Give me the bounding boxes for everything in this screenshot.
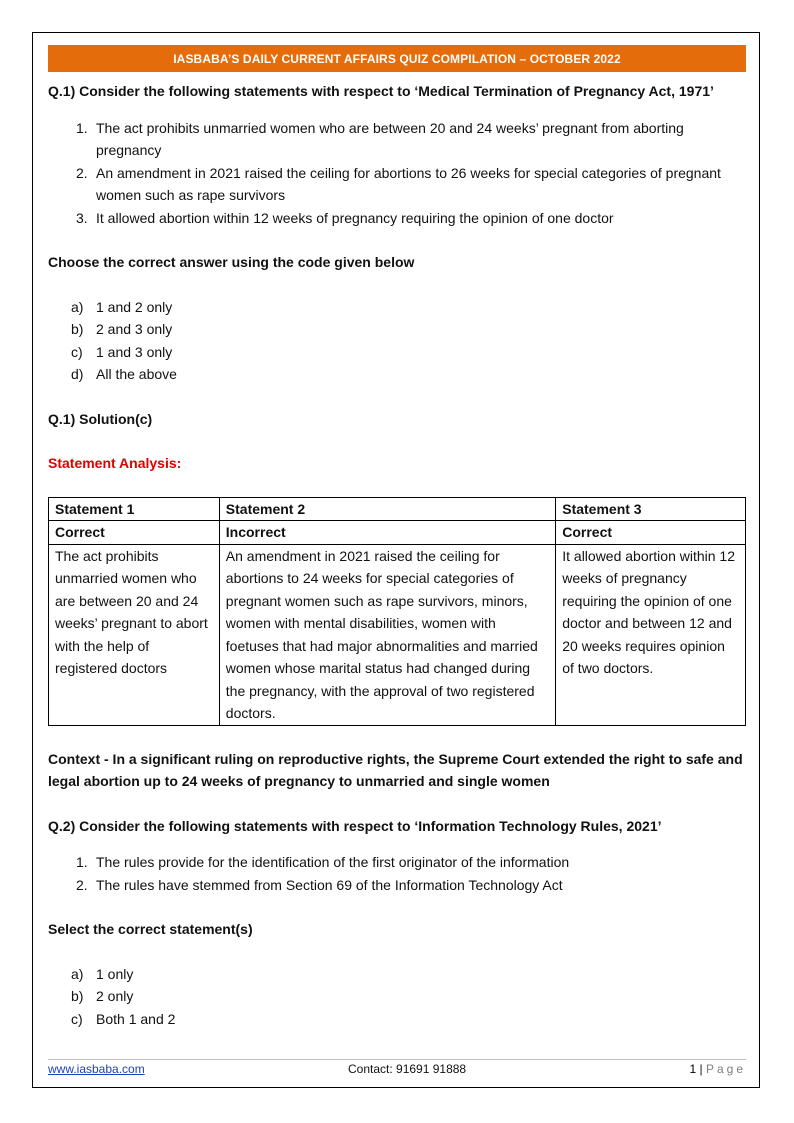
option-item [48, 318, 746, 341]
option-item [48, 296, 746, 319]
website-link[interactable]: www.iasbaba.com [48, 1062, 145, 1076]
table-verdict-row [49, 521, 746, 545]
page-content [48, 80, 746, 1030]
statement-analysis-heading: Statement Analysis: [48, 455, 182, 471]
statement-item [48, 207, 746, 230]
verdict-cell: Correct [49, 521, 220, 545]
table-header-cell: Statement 2 [219, 497, 555, 521]
page-number: 1 [689, 1062, 697, 1076]
option-letter: c) [71, 343, 83, 360]
question-1-context: Context - In a significant ruling on reproductive rights, the Supreme Court extended the right to safe and legal abortion up to 24 weeks of pregnancy to unmarried and single women [48, 750, 743, 789]
statement-number: 1. [76, 854, 88, 870]
option-item [48, 963, 746, 986]
table-explanation-row [49, 544, 746, 725]
statement-item [48, 117, 746, 162]
option-letter: a) [71, 965, 84, 982]
statement-text: It allowed abortion within 12 weeks of pregnancy requiring the opinion of one doctor [96, 209, 614, 226]
contact-info: Contact: 91691 91888 [348, 1062, 467, 1076]
table-header-row [49, 497, 746, 521]
page-separator: | [699, 1062, 703, 1076]
explanation-cell: The act prohibits unmarried women who are between 20 and 24 weeks’ pregnant to abort with the help of registered doctors [49, 544, 220, 725]
option-letter: d) [71, 366, 84, 382]
option-text: 2 only [96, 988, 134, 1004]
statement-text: The rules have stemmed from Section 69 of the Information Technology Act [96, 876, 563, 893]
option-letter: a) [71, 298, 84, 315]
question-2-title: Q.2) Consider the following statements with respect to ‘Information Technology Rules, 2021’ [48, 817, 662, 834]
option-letter: c) [71, 1010, 83, 1027]
option-letter: b) [71, 988, 84, 1004]
option-text: All the above [96, 366, 177, 382]
option-item [48, 363, 746, 386]
page-footer [48, 1062, 746, 1076]
footer-divider [48, 1059, 746, 1060]
statement-text: An amendment in 2021 raised the ceiling for abortions to 26 weeks for special categories of pregnant women such as rape survivors [96, 164, 721, 203]
statement-item [48, 851, 746, 874]
statement-analysis-table [48, 497, 746, 726]
option-letter: b) [71, 321, 84, 337]
option-text: 1 and 2 only [96, 298, 173, 315]
verdict-cell: Correct [556, 521, 746, 545]
explanation-cell: It allowed abortion within 12 weeks of pregnancy requiring the opinion of one doctor and between 12 and 20 weeks requires opinion of two doctors. [556, 544, 746, 725]
question-1-prompt: Choose the correct answer using the code given below [48, 254, 415, 270]
page-indicator [689, 1062, 746, 1076]
question-1-solution: Q.1) Solution(c) [48, 410, 153, 427]
statement-number: 3. [76, 209, 88, 226]
option-text: 1 only [96, 965, 134, 982]
table-header-cell: Statement 1 [49, 497, 220, 521]
option-item [48, 985, 746, 1008]
option-item [48, 1008, 746, 1031]
statement-item [48, 162, 746, 207]
header-banner [48, 45, 746, 72]
question-1-statements [48, 117, 746, 230]
option-text: Both 1 and 2 [96, 1010, 176, 1027]
question-1-options [48, 296, 746, 386]
page-label: Page [705, 1062, 746, 1076]
option-text: 2 and 3 only [96, 321, 173, 337]
verdict-cell: Incorrect [219, 521, 555, 545]
statement-number: 2. [76, 164, 88, 181]
statement-text: The rules provide for the identification of the first originator of the information [96, 854, 570, 870]
option-text: 1 and 3 only [96, 343, 173, 360]
header-title: IASBABA’S DAILY CURRENT AFFAIRS QUIZ COMPILATION – OCTOBER 2022 [173, 51, 621, 66]
option-item [48, 341, 746, 364]
question-2-prompt: Select the correct statement(s) [48, 921, 253, 937]
explanation-cell: An amendment in 2021 raised the ceiling for abortions to 24 weeks for special categories of pregnant women such as rape survivors, minors, women with mental disabilities, women with foetuses that had major abnormalities and married women whose marital status had changed during the pregnancy, with the approval of two registered doctors. [219, 544, 555, 725]
statement-number: 2. [76, 876, 88, 893]
statement-text: The act prohibits unmarried women who are between 20 and 24 weeks’ pregnant from aborting pregnancy [96, 119, 684, 158]
statement-number: 1. [76, 119, 88, 136]
question-1-title: Q.1) Consider the following statements with respect to ‘Medical Termination of Pregnancy Act, 1971’ [48, 83, 714, 99]
table-header-cell: Statement 3 [556, 497, 746, 521]
question-2-options [48, 963, 746, 1031]
question-2-statements [48, 851, 746, 896]
statement-item [48, 874, 746, 897]
